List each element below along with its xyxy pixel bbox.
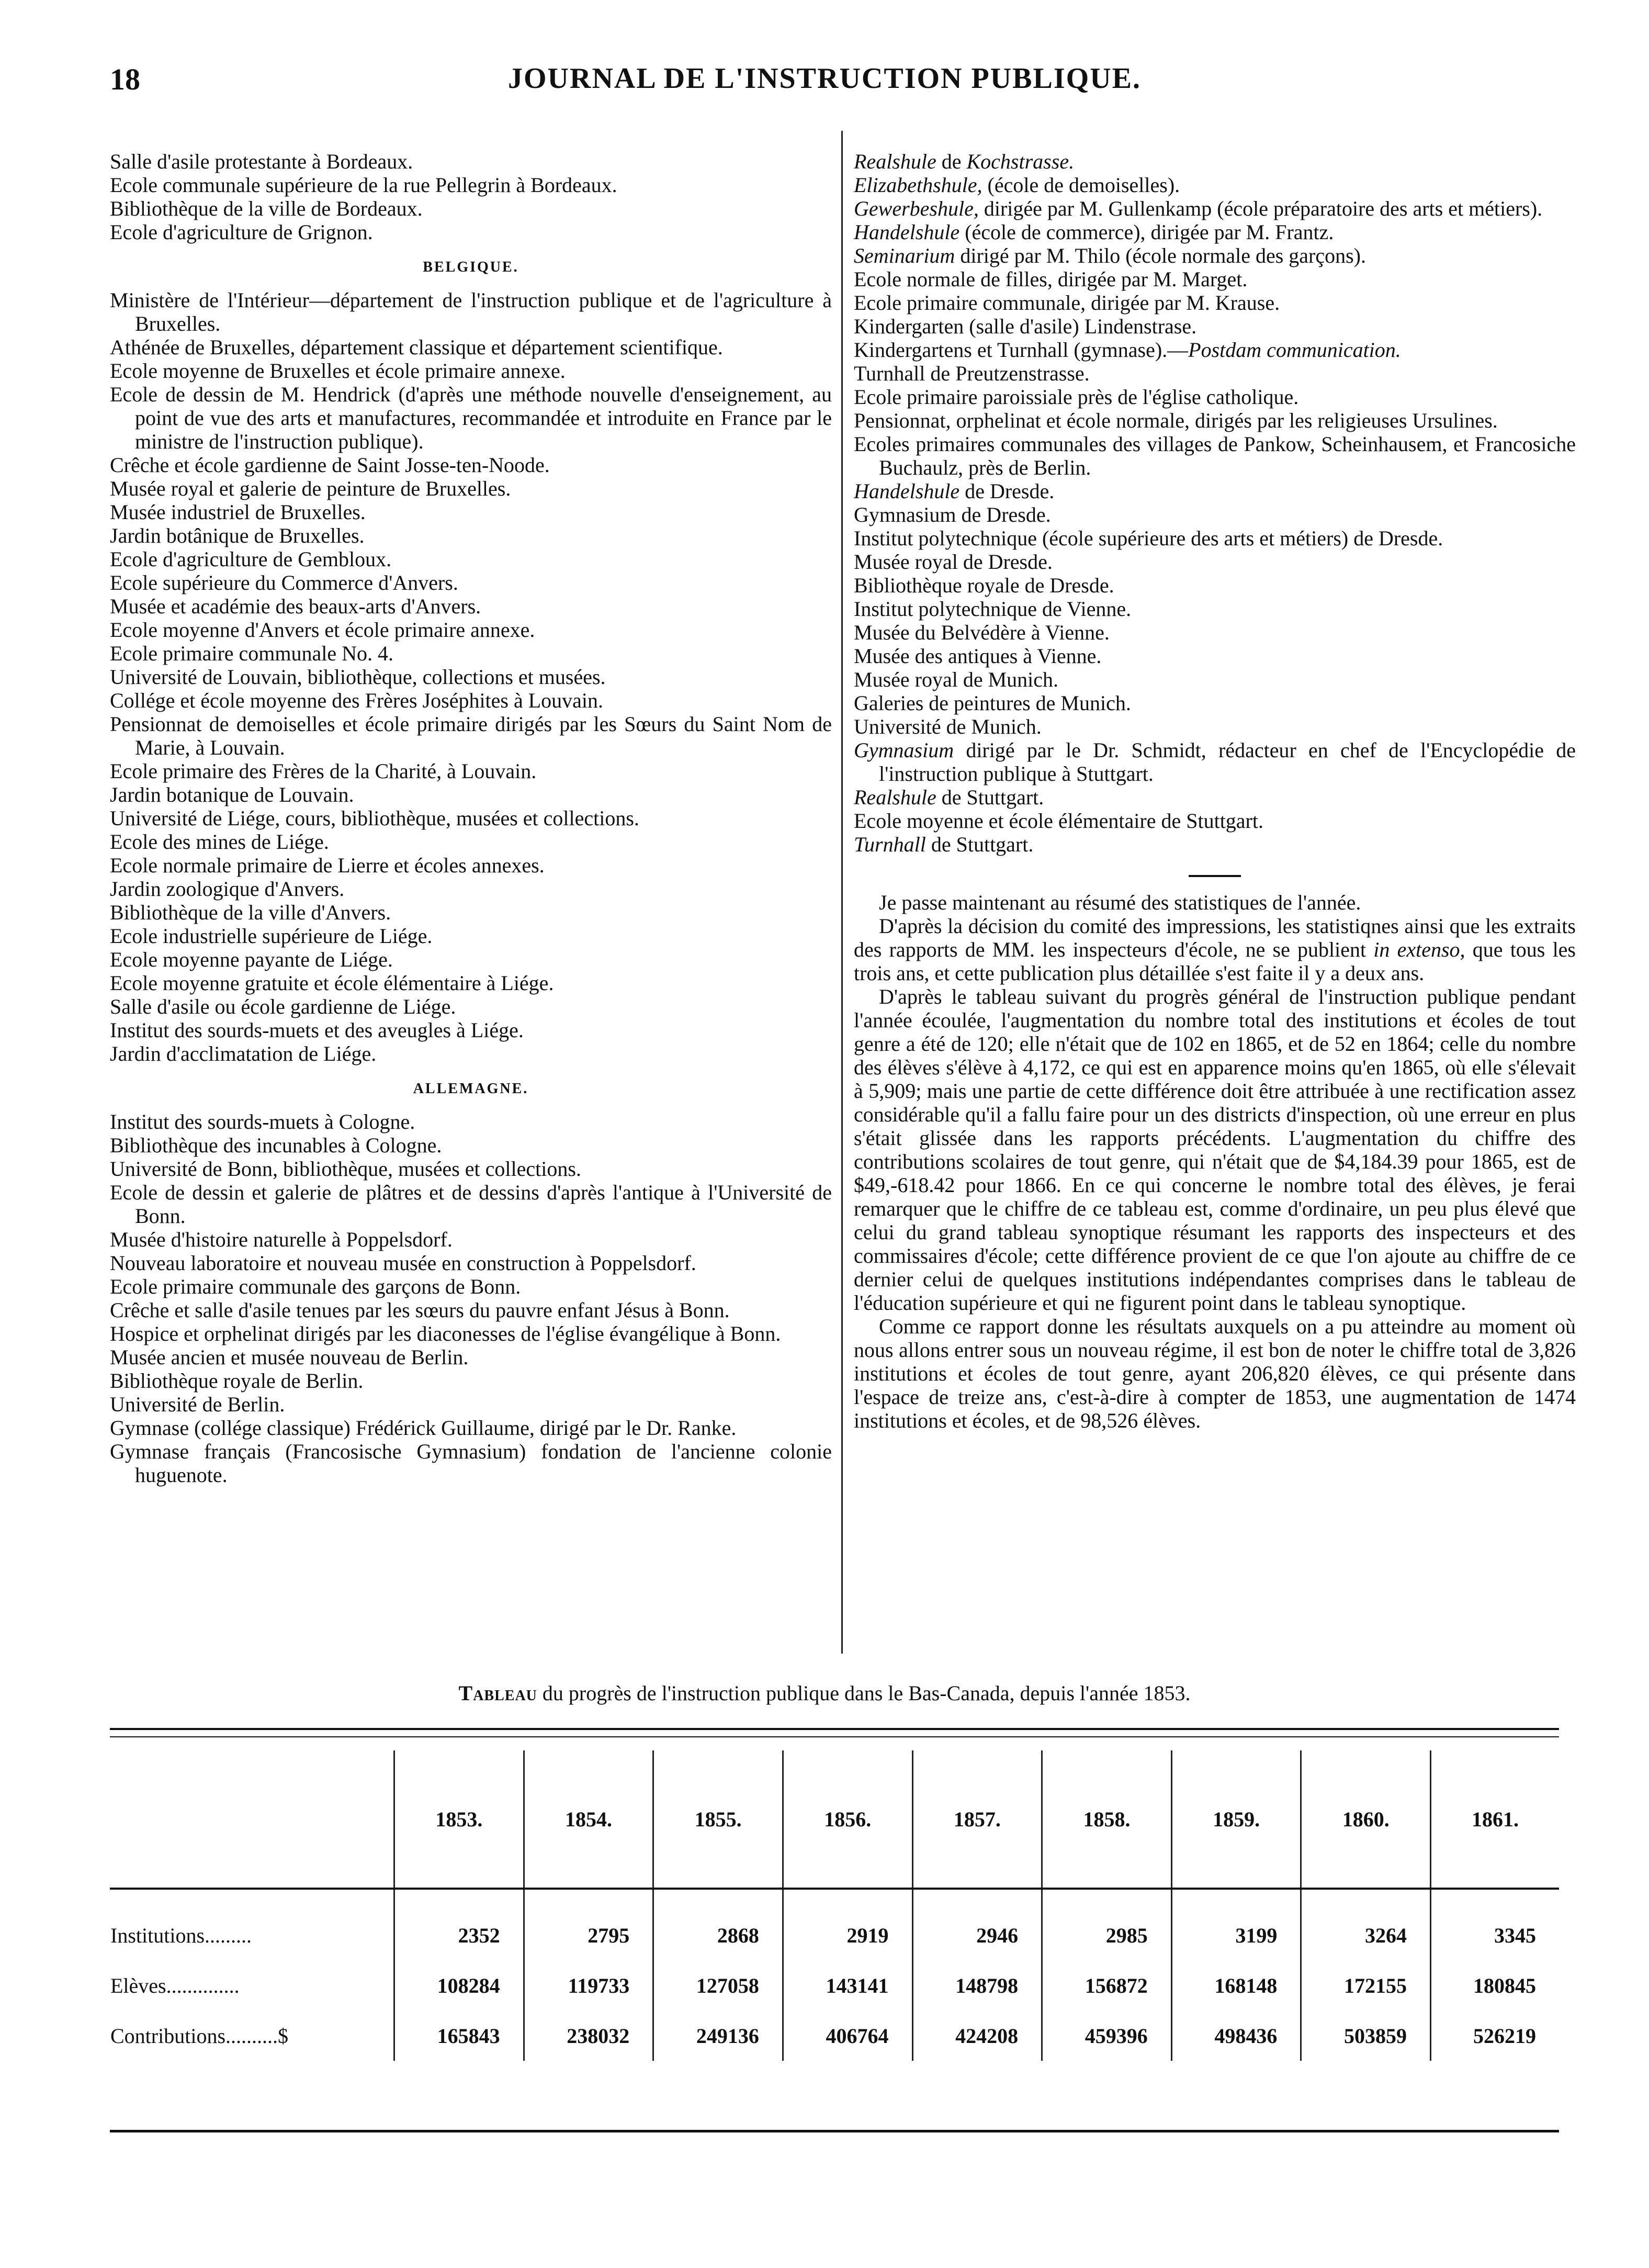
list-item — [854, 173, 1576, 197]
table-cell: 2985 — [1042, 1889, 1172, 1960]
entry-italic: Realshule — [854, 785, 936, 809]
table-cell: 172155 — [1301, 1960, 1431, 2011]
list-item — [854, 833, 1576, 856]
entry-text: (école de demoiselles). — [982, 173, 1180, 197]
entry-italic: Handelshule — [854, 220, 960, 244]
list-item — [854, 785, 1576, 809]
entry-italic: Handelshule — [854, 479, 960, 503]
year-header: 1857. — [912, 1750, 1042, 1889]
entry-text: de Stuttgart. — [925, 833, 1034, 856]
list-item — [854, 291, 1576, 315]
list-item: Ministère de l'Intérieur—département de l'instruction publique et de l'agriculture à Bruxelles. — [110, 288, 832, 335]
table-cell: 498436 — [1171, 2011, 1301, 2061]
table-cell: 180845 — [1431, 1960, 1560, 2011]
entry-italic: Elizabethshule, — [854, 173, 982, 197]
list-item: Musée et académie des beaux-arts d'Anvers. — [110, 594, 481, 618]
list-item: Jardin zoologique d'Anvers. — [110, 877, 345, 901]
paragraph — [854, 985, 1576, 1315]
row-label: Contributions..........$ — [110, 2024, 289, 2048]
allemagne-list — [110, 1110, 832, 1487]
list-item: Hospice et orphelinat dirigés par les diaconesses de l'église évangélique à Bonn. — [110, 1322, 781, 1345]
table-bottom-rule — [110, 2130, 1559, 2132]
table-cell: 2352 — [394, 1889, 524, 1960]
list-item: Pensionnat de demoiselles et école primaire dirigés par les Sœurs du Saint Nom de Marie, à Louvain. — [110, 712, 832, 759]
table-cell: 156872 — [1042, 1960, 1172, 2011]
list-item — [854, 691, 1576, 715]
right-column — [854, 150, 1576, 1432]
german-institutions-list — [854, 150, 1576, 856]
list-item: Université de Liége, cours, bibliothèque, musées et collections. — [110, 806, 639, 830]
list-item: Université de Berlin. — [110, 1393, 285, 1416]
entry-italic: Turnhall — [854, 833, 926, 856]
allemagne-heading: ALLEMAGNE. — [413, 1081, 529, 1097]
year-header: 1861. — [1431, 1750, 1560, 1889]
list-item: Ecole moyenne payante de Liége. — [110, 948, 393, 971]
list-item: Collége et école moyenne des Frères Joséphites à Louvain. — [110, 689, 604, 712]
list-item: Bibliothèque de la ville d'Anvers. — [110, 901, 391, 924]
table-caption-text: du progrès de l'instruction publique dans le Bas-Canada, depuis l'année 1853. — [537, 1681, 1191, 1705]
entry-text: Ecole primaire communale, dirigée par M. Krause. — [854, 291, 1280, 315]
entry-text: Ecole moyenne et école élémentaire de Stuttgart. — [854, 809, 1263, 833]
entry-text: Musée royal de Dresde. — [854, 550, 1053, 574]
table-cell: 526219 — [1431, 2011, 1560, 2061]
list-item: Ecole moyenne d'Anvers et école primaire annexe. — [110, 618, 535, 642]
table-cell: 459396 — [1042, 2011, 1172, 2061]
table-cell: 424208 — [912, 2011, 1042, 2061]
list-item: Salle d'asile protestante à Bordeaux. — [110, 150, 413, 173]
table-cell: 2795 — [524, 1889, 653, 1960]
list-item: Ecole primaire des Frères de la Charité, à Louvain. — [110, 759, 537, 783]
entry-text: Musée royal de Munich. — [854, 668, 1059, 691]
table-cell: 2946 — [912, 1889, 1042, 1960]
list-item — [854, 668, 1576, 691]
entry-text: Institut polytechnique (école supérieure des arts et métiers) de Dresde. — [854, 526, 1443, 550]
belgique-list — [110, 288, 832, 1065]
list-item: Ecole primaire communale No. 4. — [110, 642, 394, 665]
list-item — [854, 385, 1576, 409]
year-header: 1855. — [653, 1750, 783, 1889]
left-column — [110, 150, 832, 1487]
list-item — [854, 621, 1576, 644]
list-item: Ecole d'agriculture de Grignon. — [110, 220, 373, 244]
list-item — [854, 409, 1576, 432]
list-item: Institut des sourds-muets et des aveugles à Liége. — [110, 1018, 524, 1042]
list-item — [854, 220, 1576, 244]
entry-text: Institut polytechnique de Vienne. — [854, 597, 1132, 621]
entry-text: Kindergartens et Turnhall (gymnase).— — [854, 338, 1189, 362]
entry-italic: Seminarium — [854, 244, 955, 267]
list-item: Ecole d'agriculture de Gembloux. — [110, 547, 392, 571]
page-number: 18 — [110, 62, 140, 96]
list-item — [854, 197, 1576, 220]
list-item: Gymnase français (Francosische Gymnasium) fondation de l'ancienne colonie huguenote. — [110, 1440, 832, 1487]
table-cell: 3264 — [1301, 1889, 1431, 1960]
year-header: 1853. — [394, 1750, 524, 1889]
table-cell: 127058 — [653, 1960, 783, 2011]
list-item: Jardin botanique de Louvain. — [110, 783, 354, 806]
statistics-text — [854, 891, 1576, 1432]
paragraph-text: Comme ce rapport donne les résultats auxquels on a pu atteindre au moment où nous allons entrer sous un nouveau régime, il est bon de noter le chiffre total de 3,826 institutions et écoles de tout genre, ayant 206,820 élèves, ce qui présente dans l'espace de treize ans, c'est-à-dire à compter de 1853, une augmentation de 1474 institutions et écoles, et de 98,526 élèves. — [854, 1315, 1576, 1432]
table-row — [110, 2011, 1559, 2061]
table-caption-lead: Tableau — [458, 1681, 537, 1705]
list-item: Gymnase (collége classique) Frédérick Guillaume, dirigé par le Dr. Ranke. — [110, 1416, 737, 1440]
table-cell: 249136 — [653, 2011, 783, 2061]
table-cell: 148798 — [912, 1960, 1042, 2011]
entry-text: Kindergarten (salle d'asile) Lindenstrase. — [854, 315, 1197, 338]
list-item: Jardin botânique de Bruxelles. — [110, 524, 365, 547]
list-item: Ecole communale supérieure de la rue Pellegrin à Bordeaux. — [110, 173, 617, 197]
list-item: Nouveau laboratoire et nouveau musée en construction à Poppelsdorf. — [110, 1251, 696, 1275]
list-item — [854, 597, 1576, 621]
year-header: 1854. — [524, 1750, 653, 1889]
list-item — [854, 244, 1576, 267]
entry-text: Ecole normale de filles, dirigée par M. Marget. — [854, 267, 1248, 291]
list-item — [854, 479, 1576, 503]
list-item — [854, 550, 1576, 574]
list-item: Ecole moyenne de Bruxelles et école primaire annexe. — [110, 359, 566, 383]
entry-italic: Realshule — [854, 150, 936, 173]
list-item: Musée industriel de Bruxelles. — [110, 500, 366, 524]
column-divider — [841, 131, 843, 1654]
table-body — [110, 1889, 1559, 2061]
row-label: Elèves.............. — [110, 1973, 240, 1997]
list-item — [854, 432, 1576, 479]
list-item — [854, 738, 1576, 785]
entry-text: dirigé par M. Thilo (école normale des garçons). — [955, 244, 1366, 267]
list-item: Ecole industrielle supérieure de Liége. — [110, 924, 433, 948]
table-caption — [0, 1681, 1649, 1705]
section-rule — [1189, 875, 1241, 877]
table-cell: 2868 — [653, 1889, 783, 1960]
list-item — [854, 362, 1576, 385]
table-cell: 119733 — [524, 1960, 653, 2011]
list-item: Bibliothèque des incunables à Cologne. — [110, 1133, 442, 1157]
row-label: Institutions......... — [110, 1923, 252, 1947]
paragraph — [854, 1315, 1576, 1432]
list-item — [854, 526, 1576, 550]
list-item: Crêche et salle d'asile tenues par les sœurs du pauvre enfant Jésus à Bonn. — [110, 1298, 730, 1322]
table-cell: 3199 — [1171, 1889, 1301, 1960]
entry-text: dirigé par le Dr. Schmidt, rédacteur en chef de l'Encyclopédie de l'instruction publique à Stuttgart. — [879, 738, 1576, 785]
list-item: Ecole normale primaire de Lierre et écoles annexes. — [110, 854, 545, 877]
entry-text: Musée du Belvédère à Vienne. — [854, 621, 1110, 644]
table-cell: 168148 — [1171, 1960, 1301, 2011]
paragraph-text: D'après le tableau suivant du progrès général de l'instruction publique pendant l'année écoulée, l'augmentation du nombre total des institutions et écoles de tout genre a été de 120; elle n'était que de 102 en 1865, et de 52 en 1864; celle du nombre des élèves s'élève à 4,172, ce qui est en apparence moins qu'en 1865, où elle s'élevait à 5,909; mais une partie de cette différence doit être attribuée à une rectification assez considérable qu'il a fallu faire pour un des districts d'inspection, où une erreur en plus s'était glissée dans les rapports précédents. L'augmentation du chiffre des contributions scolaires de tout genre, qui n'était que de $4,184.39 pour 1865, est de $49,-618.42 pour 1866. En ce qui concerne le nombre total des élèves, je ferai remarquer que le chiffre de ce tableau est, comme d'ordinaire, un peu plus élevé que celui du grand tableau synoptique résumant les rapports des inspecteurs et des commissaires d'école; cette différence provient de ce que l'on ajoute au chiffre de ce dernier celui de quelques institutions indépendantes comprises dans le tableau de l'éducation supérieure et qui ne figurent point dans le tableau synoptique. — [854, 985, 1576, 1315]
list-item: Athénée de Bruxelles, département classique et département scientifique. — [110, 335, 723, 359]
table-cell: 3345 — [1431, 1889, 1560, 1960]
list-item — [854, 267, 1576, 291]
list-item: Salle d'asile ou école gardienne de Liége. — [110, 995, 456, 1018]
list-item: Université de Louvain, bibliothèque, collections et musées. — [110, 665, 606, 689]
list-item: Musée royal et galerie de peinture de Bruxelles. — [110, 477, 511, 500]
entry-italic-tail: Postdam communication. — [1188, 338, 1401, 362]
list-item — [854, 644, 1576, 668]
table-row — [110, 1889, 1559, 1960]
entry-italic-tail: Kochstrasse. — [966, 150, 1075, 173]
entry-text: de Dresde. — [959, 479, 1055, 503]
paragraph-text: D'après la décision du comité des impressions, les statistiqnes ainsi que les extraits des rapports de MM. les inspecteurs d'école, ne se publient — [854, 914, 1576, 961]
paragraph-text: Je passe maintenant au résumé des statistiques de l'année. — [879, 891, 1361, 914]
entry-text: de — [936, 150, 967, 173]
table-cell: 406764 — [783, 2011, 912, 2061]
entry-text: Pensionnat, orphelinat et école normale, dirigés par les religieuses Ursulines. — [854, 409, 1498, 432]
list-item: Université de Bonn, bibliothèque, musées et collections. — [110, 1157, 581, 1181]
list-item: Crêche et école gardienne de Saint Josse-ten-Noode. — [110, 453, 550, 477]
year-header: 1859. — [1171, 1750, 1301, 1889]
entry-italic: Gewerbeshule, — [854, 197, 979, 220]
entry-text: Université de Munich. — [854, 715, 1042, 738]
list-item: Jardin d'acclimatation de Liége. — [110, 1042, 377, 1065]
entry-text: Galeries de peintures de Munich. — [854, 691, 1131, 715]
table-cell: 2919 — [783, 1889, 912, 1960]
table-cell: 143141 — [783, 1960, 912, 2011]
list-item — [854, 338, 1576, 362]
entry-text: Musée des antiques à Vienne. — [854, 644, 1102, 668]
entry-text: Turnhall de Preutzenstrasse. — [854, 362, 1090, 385]
entry-text: de Stuttgart. — [936, 785, 1044, 809]
entry-text: Ecoles primaires communales des villages de Pankow, Scheinhausem, et Francosiche Buchaulz, près de Berlin. — [854, 432, 1576, 479]
belgique-heading: BELGIQUE. — [423, 259, 519, 275]
list-item: Institut des sourds-muets à Cologne. — [110, 1110, 415, 1133]
paragraph-text-tail: que tous les trois ans, et cette publication plus détaillée s'est faite il y a deux ans. — [854, 938, 1576, 985]
entry-text: Gymnasium de Dresde. — [854, 503, 1051, 526]
list-item: Ecole de dessin et galerie de plâtres et de dessins d'après l'antique à l'Université de Bonn. — [110, 1181, 832, 1228]
list-item — [854, 503, 1576, 526]
entry-text: dirigée par M. Gullenkamp (école préparatoire des arts et métiers). — [978, 197, 1543, 220]
running-title: JOURNAL DE L'INSTRUCTION PUBLIQUE. — [508, 62, 1141, 95]
list-item: Ecole des mines de Liége. — [110, 830, 329, 854]
list-item: Ecole supérieure du Commerce d'Anvers. — [110, 571, 458, 594]
header-blank-cell — [110, 1750, 394, 1889]
list-item: Ecole primaire communale des garçons de Bonn. — [110, 1275, 521, 1298]
list-item: Bibliothèque royale de Berlin. — [110, 1369, 364, 1393]
entry-text: Bibliothèque royale de Dresde. — [854, 574, 1114, 597]
table-top-rule-thin — [110, 1736, 1559, 1737]
list-item: Musée d'histoire naturelle à Poppelsdorf. — [110, 1228, 453, 1251]
entry-italic: Gymnasium — [854, 738, 954, 762]
list-item — [854, 809, 1576, 833]
list-item: Ecole de dessin de M. Hendrick (d'après une méthode nouvelle d'enseignement, au point de vue des arts et manufactures, recommandée et introduite en France par le ministre de l'instruction publique). — [110, 383, 832, 453]
list-item — [854, 150, 1576, 173]
intro-list — [110, 150, 832, 244]
list-item: Ecole moyenne gratuite et école élémentaire à Liége. — [110, 971, 554, 995]
year-header: 1856. — [783, 1750, 912, 1889]
year-header-row — [110, 1750, 1559, 1889]
table-cell: 165843 — [394, 2011, 524, 2061]
list-item — [854, 315, 1576, 338]
table-cell: 108284 — [394, 1960, 524, 2011]
list-item — [854, 574, 1576, 597]
progress-table — [110, 1750, 1559, 2061]
year-header: 1858. — [1042, 1750, 1172, 1889]
year-header: 1860. — [1301, 1750, 1431, 1889]
table-cell: 238032 — [524, 2011, 653, 2061]
table-top-rule — [110, 1728, 1559, 1730]
entry-text: (école de commerce), dirigée par M. Frantz. — [959, 220, 1334, 244]
paragraph — [854, 891, 1576, 914]
entry-text: Ecole primaire paroissiale près de l'église catholique. — [854, 385, 1299, 409]
paragraph-italic: in extenso, — [1373, 938, 1465, 961]
paragraph — [854, 914, 1576, 985]
list-item — [854, 715, 1576, 738]
list-item: Bibliothèque de la ville de Bordeaux. — [110, 197, 423, 220]
table-cell: 503859 — [1301, 2011, 1431, 2061]
list-item: Musée ancien et musée nouveau de Berlin. — [110, 1345, 469, 1369]
table-row — [110, 1960, 1559, 2011]
